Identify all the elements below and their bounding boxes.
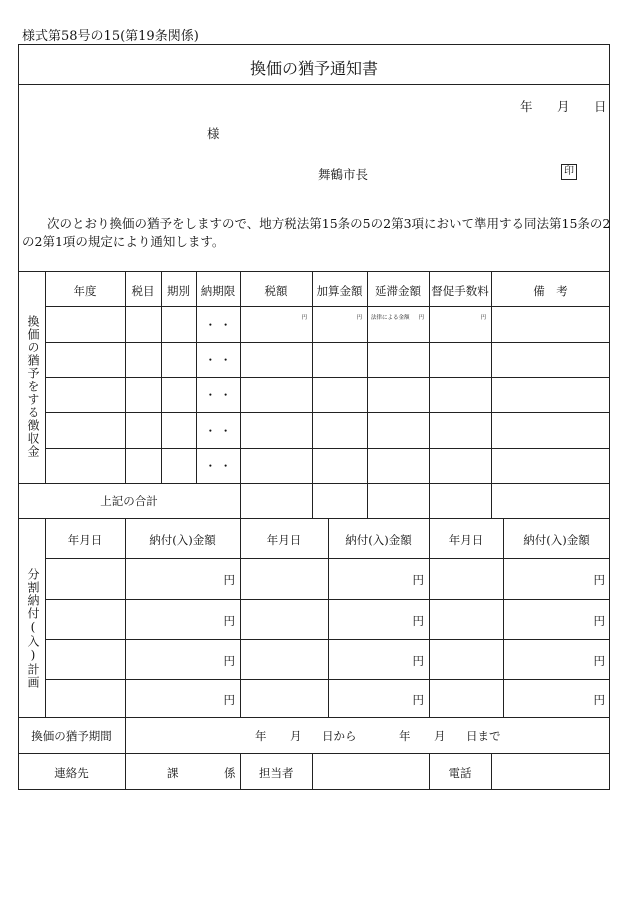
t2-header-date-1: 年月日 [67, 533, 103, 547]
t2-yen: 円 [412, 693, 424, 707]
rule-contact-top [18, 753, 610, 754]
contact-label: 連絡先 [54, 766, 89, 780]
t2-yen: 円 [412, 614, 424, 628]
rule-table1-top [18, 271, 610, 272]
t1-header-additional: 加算金額 [316, 284, 363, 298]
vrule-contact-c1 [240, 753, 241, 790]
t2-yen: 円 [223, 573, 235, 587]
t2-header-date-2: 年月日 [266, 533, 302, 547]
t1-delinquent-note: 法律による金額 [371, 315, 410, 321]
vrule-t1-c5 [312, 271, 313, 518]
t2-header-amount-2: 納付(入)金額 [345, 533, 412, 547]
t1-date-dots: ・ ・ [204, 318, 232, 332]
rule-table2-top [18, 518, 610, 519]
t2-yen: 円 [412, 654, 424, 668]
rule-t1-header [45, 306, 610, 307]
t1-header-tax-item: 税目 [131, 284, 155, 298]
table1-side-label: 換価の猶予をする徴収金 [26, 315, 40, 458]
rule-t1-row1 [45, 342, 610, 343]
t2-yen: 円 [223, 654, 235, 668]
t2-header-date-3: 年月日 [448, 533, 484, 547]
t2-yen: 円 [223, 693, 235, 707]
date-year: 年 [520, 99, 533, 114]
addressee-suffix: 様 [207, 126, 220, 141]
t1-header-period: 期別 [167, 284, 190, 298]
t2-yen: 円 [412, 573, 424, 587]
t1-header-fee: 督促手数料 [431, 284, 489, 298]
period-start-day: 日から [322, 729, 357, 743]
period-start-month: 月 [290, 729, 302, 743]
rule-t1-row5 [18, 483, 610, 484]
date-month: 月 [557, 99, 570, 114]
t1-yen-fee: 円 [480, 315, 486, 321]
period-label: 換価の猶予期間 [31, 729, 112, 743]
contact-section: 課 [167, 766, 179, 780]
vrule-contact-c2 [312, 753, 313, 790]
notice-body [22, 215, 612, 251]
rule-t1-row2 [45, 377, 610, 378]
t1-yen-delinquent: 円 [418, 315, 424, 321]
t2-yen: 円 [593, 654, 605, 668]
t1-header-due-date: 納期限 [200, 284, 236, 298]
t1-date-dots: ・ ・ [204, 459, 232, 473]
date-day: 日 [594, 99, 607, 114]
seal-mark: 印 [561, 164, 577, 180]
vrule-t1-c7 [429, 271, 430, 518]
contact-subsection: 係 [224, 766, 236, 780]
issuer-name: 舞鶴市長 [318, 167, 369, 182]
t1-date-dots: ・ ・ [204, 388, 232, 402]
t1-header-remarks: 備 考 [533, 284, 568, 298]
t2-header-amount-1: 納付(入)金額 [149, 533, 216, 547]
vrule-t1-side [45, 271, 46, 483]
vrule-t1-c4 [240, 271, 241, 518]
rule-t1-row4 [45, 448, 610, 449]
contact-person: 担当者 [259, 766, 294, 780]
t1-header-tax-amount: 税額 [264, 284, 288, 298]
period-end-day: 日まで [466, 729, 501, 743]
vrule-t1-c3 [196, 271, 197, 483]
rule-period-top [18, 717, 610, 718]
t2-yen: 円 [223, 614, 235, 628]
t1-date-dots: ・ ・ [204, 424, 232, 438]
vrule-t1-c6 [367, 271, 368, 518]
notice-body-text: 次のとおり換価の猶予をしますので、地方税法第15条の5の2第3項において準用する同法第15条の2の2第1項の規定により通知します。 [22, 216, 611, 249]
t2-yen: 円 [593, 693, 605, 707]
t1-date-dots: ・ ・ [204, 353, 232, 367]
t2-yen: 円 [593, 573, 605, 587]
rule-t1-row3 [45, 412, 610, 413]
t1-total-label: 上記の合計 [100, 494, 158, 508]
form-number-label: 様式第58号の15(第19条関係) [22, 29, 199, 44]
t1-yen-tax: 円 [301, 315, 307, 321]
t2-yen: 円 [593, 614, 605, 628]
contact-phone: 電話 [448, 766, 472, 780]
vrule-t1-c8 [491, 271, 492, 518]
rule-title-bottom [18, 84, 610, 85]
vrule-t1-c1 [125, 271, 126, 483]
table2-side-label: 分割納付(入)計画 [26, 568, 40, 689]
t1-header-year: 年度 [73, 284, 97, 298]
t1-yen-additional: 円 [356, 315, 362, 321]
t2-header-amount-3: 納付(入)金額 [523, 533, 590, 547]
period-end-year: 年 [399, 729, 411, 743]
period-start-year: 年 [255, 729, 267, 743]
period-end-month: 月 [434, 729, 446, 743]
vrule-t1-c2 [161, 271, 162, 483]
document-title: 換価の猶予通知書 [249, 59, 378, 78]
vrule-contact-c4 [491, 753, 492, 790]
t1-header-delinquent: 延滞金額 [375, 284, 421, 298]
